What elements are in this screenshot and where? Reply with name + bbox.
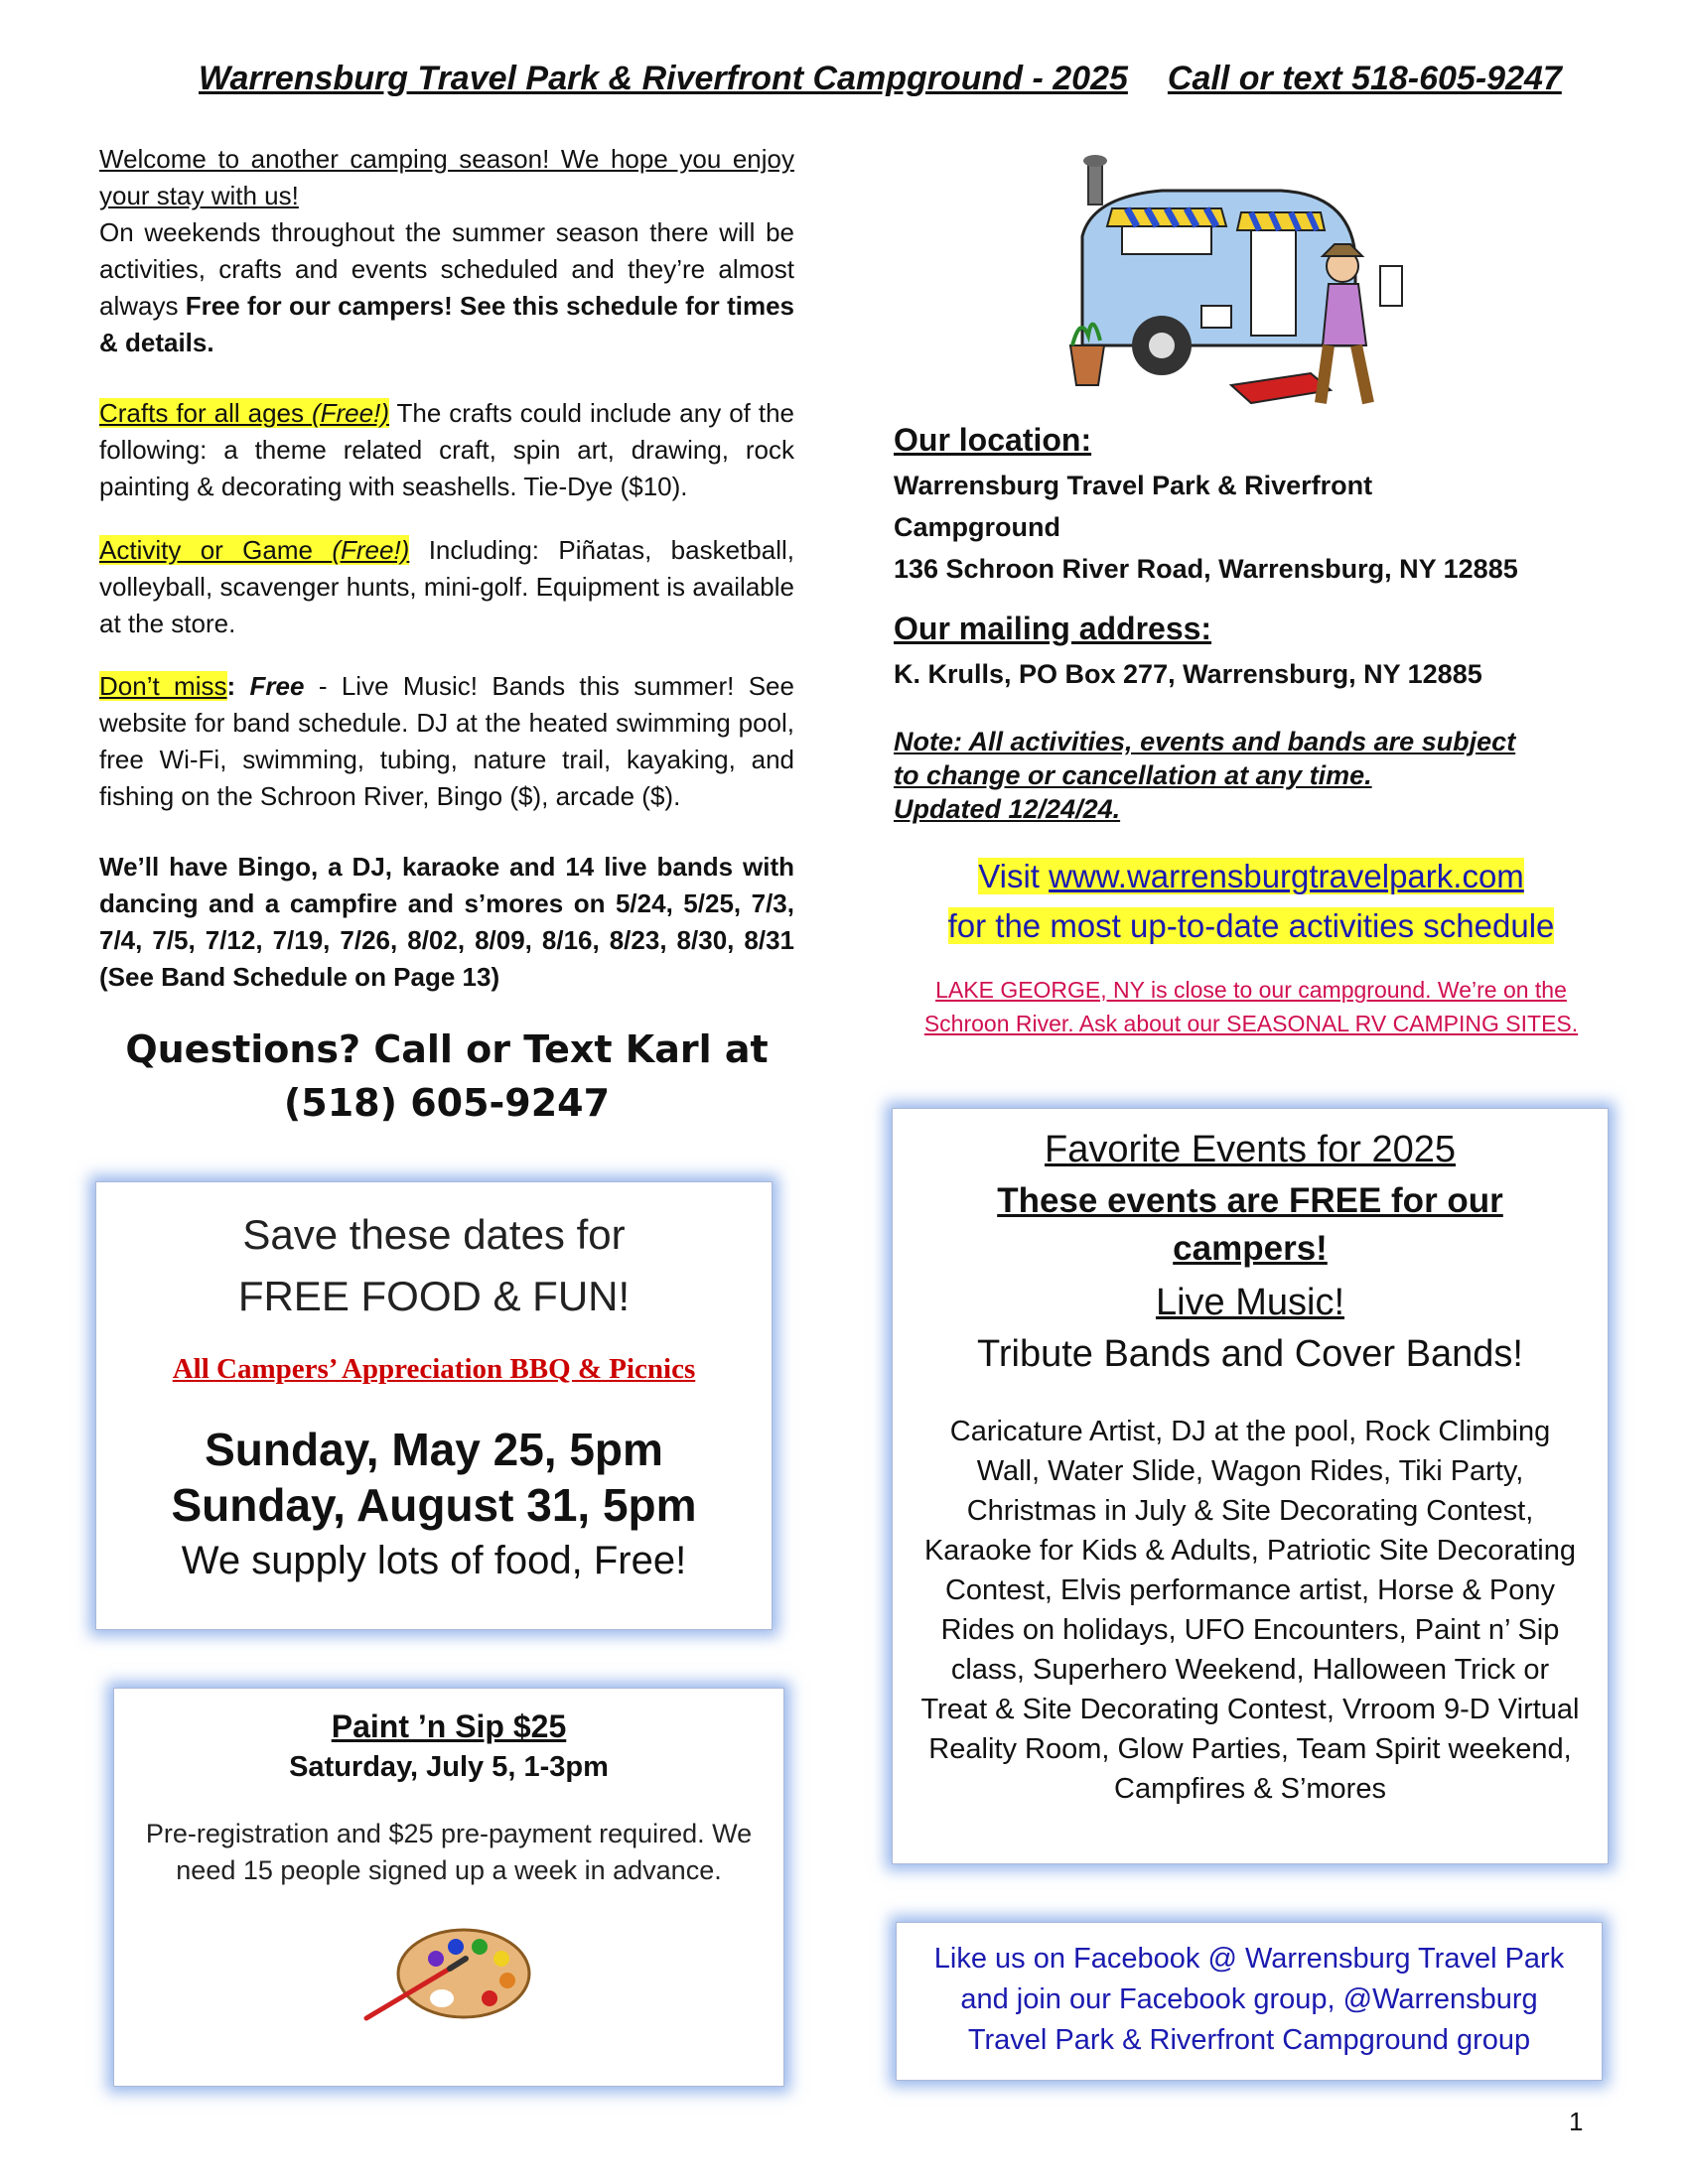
activity-text: Including: Piñatas, basketball, volleyball, scavenger hunts, mini-golf. Equipment is available at the store. [99,535,794,638]
lake-line1: LAKE GEORGE, NY is close to our campground. We’re on the [935,977,1567,1003]
favorites-live-music: Live Music! [1155,1282,1345,1323]
crafts-text: The crafts could include any of the following: a theme related craft, spin art, drawing, rock painting & decorating with seashells. Tie-Dye ($10). [99,398,794,501]
visit-line1: Visit www.warrensburgtravelpark.com [978,858,1524,894]
header-title: Warrensburg Travel Park & Riverfront Campground - 2025 [199,60,1128,97]
bands-text: We’ll have Bingo, a DJ, karaoke and 14 live bands with dancing and a campfire and s’mores on 5/24, 5/25, 7/3, 7/4, 7/5, 7/12, 7/19, 7/26, 8/02, 8/09, 8/16, 8/23, 8/30, 8/31 (See Band Schedule on Page 13) [99,852,794,992]
location-line1: Warrensburg Travel Park & Riverfront [894,471,1373,500]
favorites-subtitle: These events are FREE for our campers! [997,1181,1503,1268]
page-header [199,60,1589,98]
intro-heading: Welcome to another camping season! We hope you enjoy your stay with us! [99,144,794,210]
favorite-events-box [892,1108,1609,1864]
note-line1: Note: All activities, events and bands are subject [894,727,1516,756]
save-dates-line2: FREE FOOD & FUN! [237,1273,631,1319]
note-section [894,725,1609,826]
note-line3: Updated 12/24/24. [894,794,1121,824]
note-line2: to change or cancellation at any time. [894,760,1372,790]
location-line2: Campground [894,512,1060,542]
visit-line2: for the most up-to-date activities schedule [947,907,1555,944]
bands-section [99,849,794,996]
location-section [894,422,1609,590]
paint-sip-box [113,1688,784,2087]
intro-bold: Free for our campers! See this schedule for times & details. [99,291,794,357]
favorites-list: Caricature Artist, DJ at the pool, Rock Climbing Wall, Water Slide, Wagon Rides, Tiki Party, Christmas in July & Site Decorating Contest, Karaoke for Kids & Adults, Patriotic Site Decorating Contest, Elvis performance artist, Horse & Pony Rides on holidays, UFO Encounters, Paint n’ Sip class, Superhero Weekend, Halloween Trick or Treat & Site Decorating Contest, Vrroom 9-D Virtual Reality Room, Glow Parties, Team Spirit weekend, Campfires & S’mores [920,1416,1580,1805]
header-phone: Call or text 518-605-9247 [1167,60,1562,97]
lake-george-note [874,973,1628,1040]
intro-text: On weekends throughout the summer season there will be activities, crafts and events scheduled and they’re almost always [99,217,794,321]
intro-section [99,141,794,361]
activity-label: Activity or Game (Free!) [99,535,410,565]
crafts-label: Crafts for all ages (Free!) [99,398,389,428]
food-note: We supply lots of food, Free! [181,1539,687,1582]
mailing-section [894,611,1609,695]
lake-line2: Schroon River. Ask about our SEASONAL RV CAMPING SITES. [923,1011,1579,1036]
location-heading: Our location: [894,422,1092,458]
favorites-title: Favorite Events for 2025 [1045,1129,1456,1170]
dont-miss-text: - Live Music! Bands this summer! See website for band schedule. DJ at the heated swimming pool, free Wi-Fi, swimming, tubing, nature trail, kayaking, and fishing on the Schroon River, Bingo ($), arcade ($). [99,671,794,811]
bbq-title: All Campers’ Appreciation BBQ & Picnics [172,1353,696,1385]
dont-miss-section: Don’t miss: Free - Live Music! Bands this summer! See website for band schedule. DJ at the heated swimming pool, free Wi-Fi, swimming, tubing, nature trail, kayaking, and fishing on the Schroon River, Bingo ($), arcade ($). [99,671,794,811]
bbq-date-2: Sunday, August 31, 5pm [171,1479,697,1531]
visit-website [874,852,1628,951]
mailing-heading: Our mailing address: [894,611,1212,646]
paint-sip-text: Pre-registration and $25 pre-payment required. We need 15 people signed up a week in advance. [145,1819,753,1885]
mailing-line1: K. Krulls, PO Box 277, Warrensburg, NY 12885 [894,659,1482,689]
questions-line1: Questions? Call or Text Karl at [125,1027,769,1071]
dont-miss-free: Free [249,671,305,701]
crafts-section [99,395,794,505]
questions-callout [99,1023,794,1130]
questions-phone: (518) 605-9247 [283,1081,611,1125]
dont-miss-label: Don’t miss [99,671,227,701]
save-dates-box [95,1181,773,1630]
activity-section [99,532,794,642]
paint-sip-date: Saturday, July 5, 1-3pm [289,1751,609,1783]
favorites-tribute: Tribute Bands and Cover Bands! [977,1333,1523,1375]
website-link[interactable]: www.warrensburgtravelpark.com [1049,858,1524,894]
paint-sip-title: Paint ’n Sip $25 [331,1708,567,1744]
facebook-box [896,1922,1603,2081]
paint-palette-icon [354,1919,543,2028]
save-dates-line1: Save these dates for [242,1211,626,1258]
location-line3: 136 Schroon River Road, Warrensburg, NY 12885 [894,554,1518,584]
bbq-date-1: Sunday, May 25, 5pm [205,1424,663,1475]
facebook-text: Like us on Facebook @ Warrensburg Travel Park and join our Facebook group, @Warrensburg Travel Park & Riverfront Campground group [933,1943,1565,2056]
camper-trailer-illustration [1053,147,1420,425]
page-number: 1 [1569,2107,1584,2136]
